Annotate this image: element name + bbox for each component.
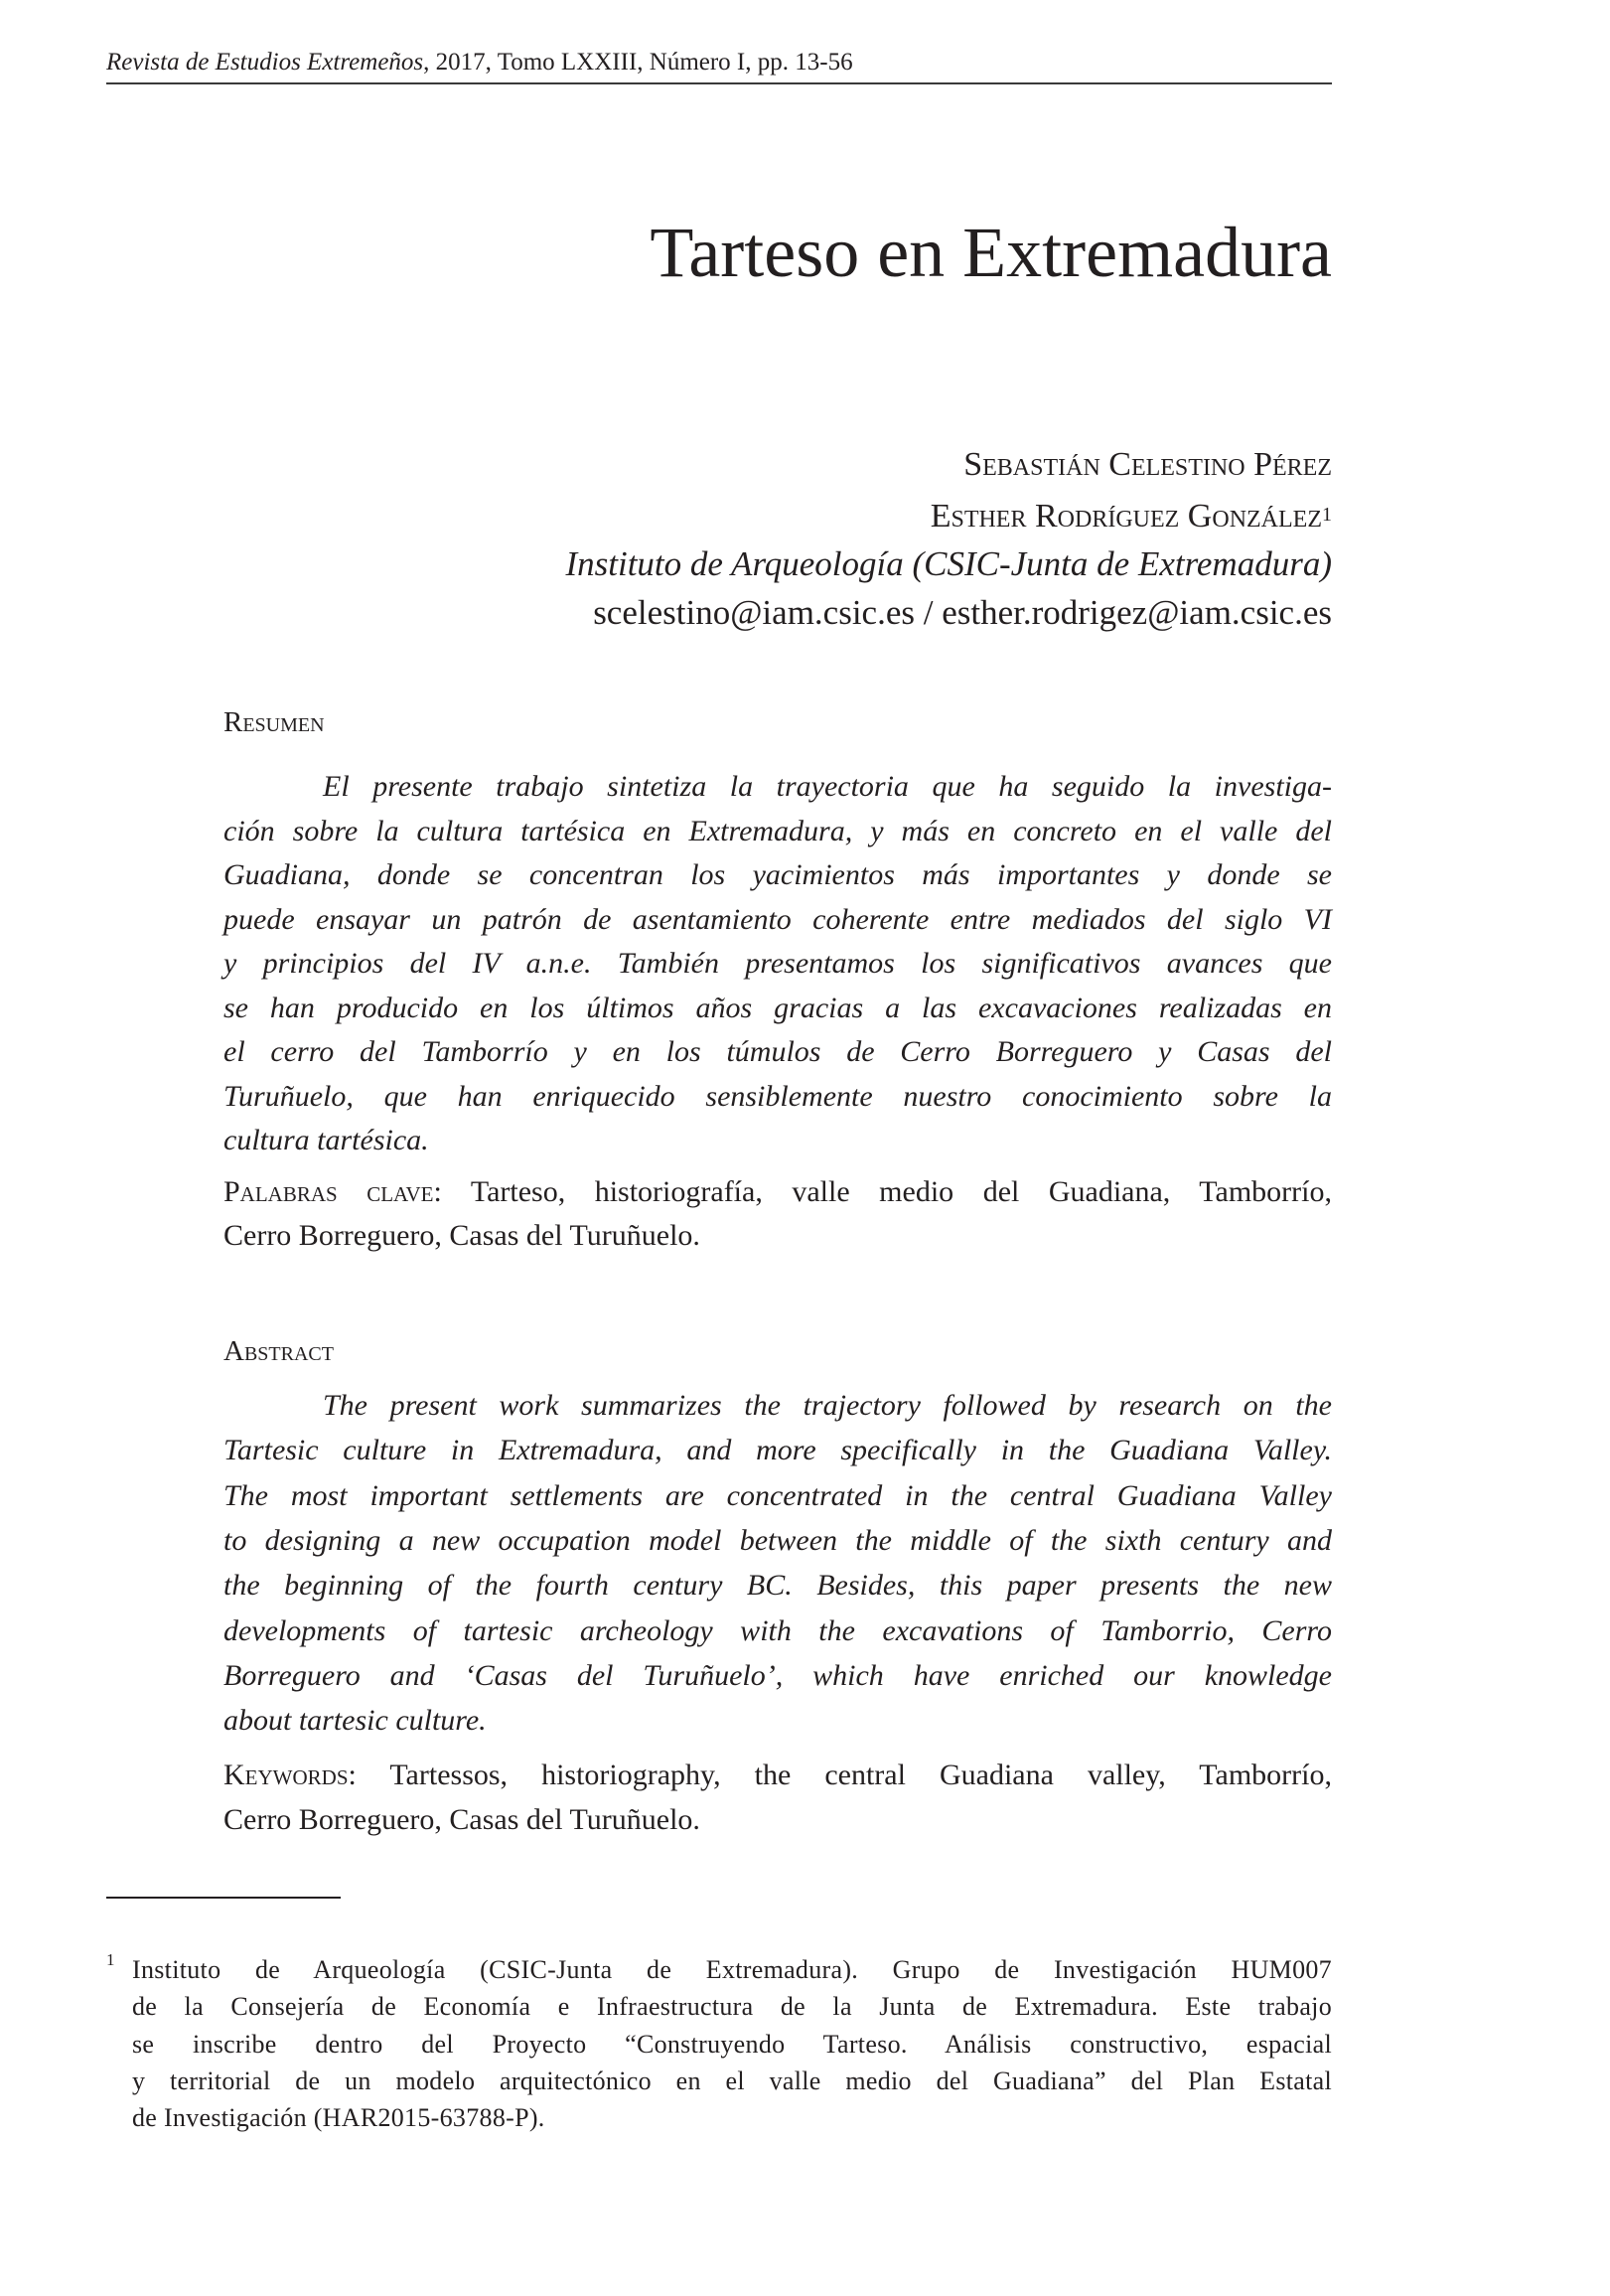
footnote-line: Instituto de Arqueología (CSIC-Junta de Extremadura). Grupo de Investigación HUM007 xyxy=(132,1955,1332,1984)
abstract-line: developments of tartesic archeology with the excavations of Tamborrio, Cerro xyxy=(223,1613,1332,1647)
resumen-line: el cerro del Tamborrío y en los túmulos de Cerro Borreguero y Casas del xyxy=(223,1035,1332,1068)
resumen-line: El presente trabajo sintetiza la trayectoria que ha seguido la investiga- xyxy=(323,770,1332,803)
resumen-line: ción sobre la cultura tartésica en Extremadura, y más en concreto en el valle del xyxy=(223,814,1332,847)
running-header xyxy=(106,48,853,77)
palabras-clave-text: : Tarteso, historiografía, valle medio del Guadiana, Tamborrío, xyxy=(433,1175,1332,1208)
issue-details: , 2017, Tomo LXXIII, Número I, pp. 13-56 xyxy=(423,49,853,76)
resumen-line: puede ensayar un patrón de asentamiento coherente entre mediados del siglo VI xyxy=(223,902,1332,936)
affiliation: Instituto de Arqueología (CSIC-Junta de Extremadura) xyxy=(565,544,1332,583)
footnote-mark: 1 xyxy=(106,1950,115,1969)
palabras-clave-continued: Cerro Borreguero, Casas del Turuñuelo. xyxy=(223,1219,700,1252)
author-2 xyxy=(931,497,1332,540)
keywords-continued: Cerro Borreguero, Casas del Turuñuelo. xyxy=(223,1803,700,1836)
resumen-heading: Resumen xyxy=(223,706,325,738)
footnote-ref[interactable]: 1 xyxy=(1322,504,1332,526)
footnote-line: y territorial de un modelo arquitectónico en el valle medio del Guadiana” del Plan Estatal xyxy=(132,2066,1332,2095)
palabras-clave xyxy=(223,1174,1332,1210)
abstract-line: Tartesic culture in Extremadura, and more specifically in the Guadiana Valley. xyxy=(223,1434,1332,1467)
author-name: Sebastián Celestino Pérez xyxy=(963,446,1332,483)
keywords xyxy=(223,1758,1332,1793)
footnote-rule xyxy=(106,1897,341,1899)
abstract-line: Borreguero and ‘Casas del Turuñuelo’, which have enriched our knowledge xyxy=(223,1658,1332,1692)
resumen-line: Turuñuelo, que han enriquecido sensiblemente nuestro conocimiento sobre la xyxy=(223,1079,1332,1113)
abstract-heading: Abstract xyxy=(223,1335,334,1367)
author-1 xyxy=(963,445,1332,485)
abstract-line: The most important settlements are concentrated in the central Guadiana Valley xyxy=(223,1478,1332,1512)
footnote-line: de Investigación (HAR2015-63788-P). xyxy=(132,2103,545,2133)
footnote-line: de la Consejería de Economía e Infraestructura de la Junta de Extremadura. Este trabajo xyxy=(132,1992,1332,2022)
palabras-clave-label: Palabras clave xyxy=(223,1175,434,1208)
keywords-text: : Tartessos, historiography, the central Guadiana valley, Tamborrío, xyxy=(348,1759,1332,1791)
resumen-line: y principios del IV a.n.e. También presentamos los significativos avances que xyxy=(223,947,1332,980)
resumen-line: se han producido en los últimos años gracias a las excavaciones realizadas en xyxy=(223,991,1332,1024)
header-rule xyxy=(106,82,1332,84)
abstract-line: about tartesic culture. xyxy=(223,1704,487,1738)
author-name: Esther Rodríguez González xyxy=(930,498,1322,535)
resumen-line: cultura tartésica. xyxy=(223,1124,429,1156)
keywords-label: Keywords xyxy=(223,1759,349,1791)
abstract-line: the beginning of the fourth century BC. Besides, this paper presents the new xyxy=(223,1569,1332,1603)
author-emails[interactable]: scelestino@iam.csic.es / esther.rodrigez@iam.csic.es xyxy=(593,593,1332,632)
article-title: Tarteso en Extremadura xyxy=(650,213,1332,292)
abstract-line: to designing a new occupation model between the middle of the sixth century and xyxy=(223,1523,1332,1557)
journal-name: Revista de Estudios Extremeños xyxy=(106,49,424,76)
footnote-line: se inscribe dentro del Proyecto “Construyendo Tarteso. Análisis constructivo, espacial xyxy=(132,2029,1332,2059)
abstract-line: The present work summarizes the trajectory followed by research on the xyxy=(323,1389,1332,1422)
resumen-line: Guadiana, donde se concentran los yacimientos más importantes y donde se xyxy=(223,858,1332,891)
